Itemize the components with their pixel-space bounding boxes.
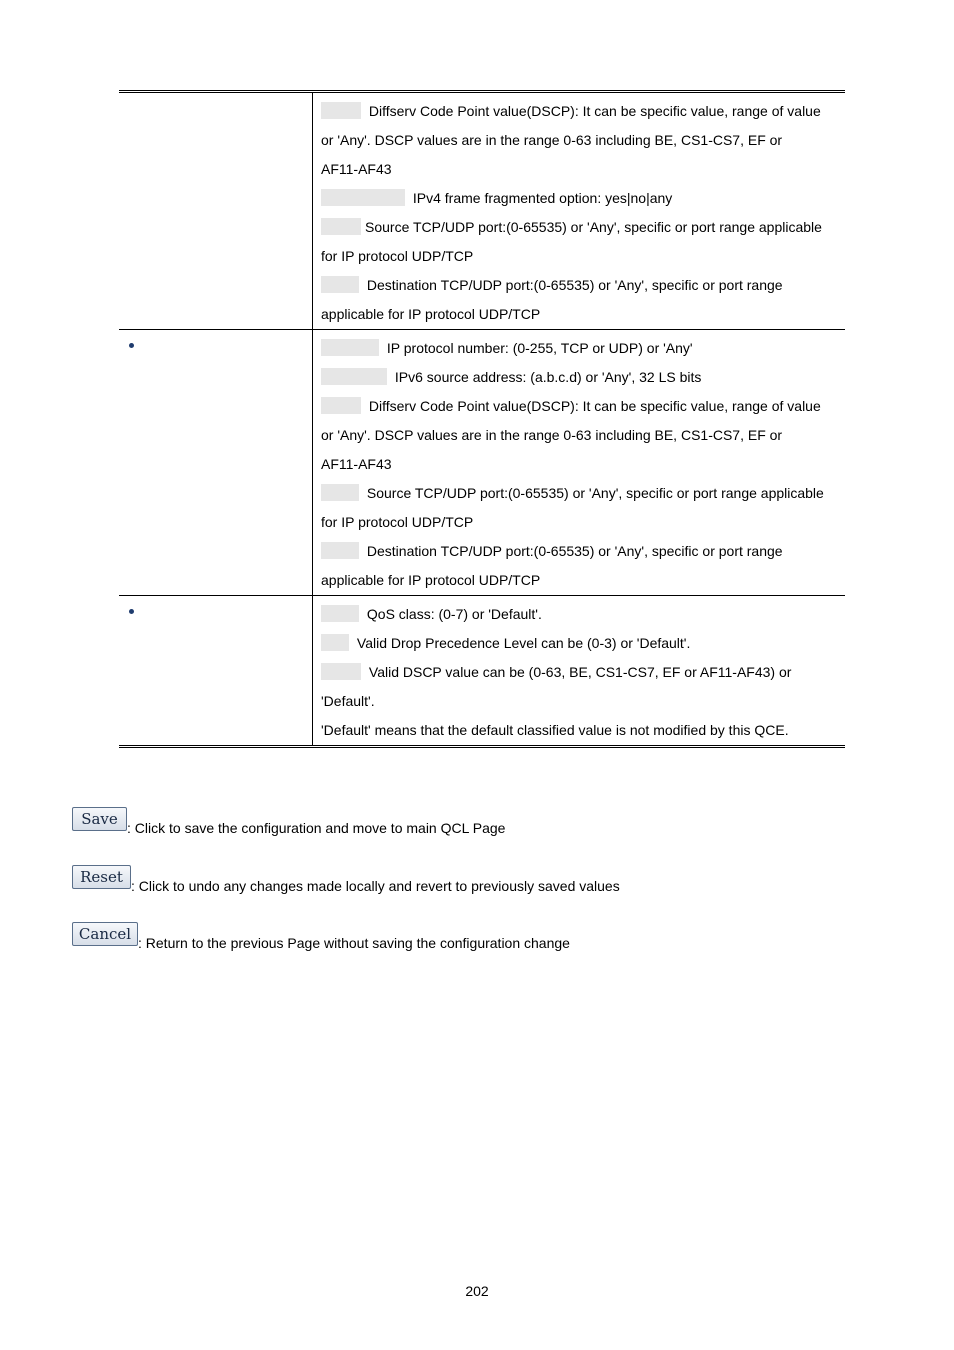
parameter-table bbox=[119, 90, 845, 748]
line-text: Destination TCP/UDP port:(0-65535) or 'Any', specific or port range bbox=[363, 543, 783, 559]
cancel-row bbox=[72, 922, 570, 952]
description-line bbox=[321, 213, 837, 242]
reset-row bbox=[72, 865, 620, 895]
description-line bbox=[321, 334, 837, 363]
line-text: applicable for IP protocol UDP/TCP bbox=[321, 306, 541, 322]
description-line bbox=[321, 479, 837, 508]
description-cell bbox=[313, 92, 846, 330]
description-line bbox=[321, 300, 837, 329]
line-text: 'Default'. bbox=[321, 693, 375, 709]
bullet-icon bbox=[129, 609, 134, 614]
field-name-placeholder bbox=[321, 218, 361, 235]
field-name-placeholder bbox=[321, 605, 359, 622]
field-name-placeholder bbox=[321, 663, 361, 680]
line-text: Diffserv Code Point value(DSCP): It can be specific value, range of value bbox=[365, 103, 821, 119]
cancel-description: : Return to the previous Page without saving the configuration change bbox=[138, 935, 570, 951]
field-name-placeholder bbox=[321, 189, 405, 206]
line-text: Diffserv Code Point value(DSCP): It can be specific value, range of value bbox=[365, 398, 821, 414]
field-name-placeholder bbox=[321, 634, 349, 651]
field-name-placeholder bbox=[321, 339, 379, 356]
description-cell bbox=[313, 330, 846, 596]
description-line bbox=[321, 126, 837, 155]
parameter-cell bbox=[119, 92, 313, 330]
description-line bbox=[321, 566, 837, 595]
reset-description: : Click to undo any changes made locally and revert to previously saved values bbox=[131, 878, 620, 894]
line-text: QoS class: (0-7) or 'Default'. bbox=[363, 606, 542, 622]
field-name-placeholder bbox=[321, 368, 387, 385]
description-line bbox=[321, 271, 837, 300]
description-line bbox=[321, 363, 837, 392]
description-line bbox=[321, 392, 837, 421]
description-line bbox=[321, 97, 837, 126]
line-text: for IP protocol UDP/TCP bbox=[321, 248, 474, 264]
table-row bbox=[119, 330, 845, 596]
description-line bbox=[321, 629, 837, 658]
field-name-placeholder bbox=[321, 102, 361, 119]
line-text: or 'Any'. DSCP values are in the range 0-63 including BE, CS1-CS7, EF or bbox=[321, 427, 783, 443]
description-line bbox=[321, 687, 837, 716]
parameter-cell bbox=[119, 596, 313, 747]
description-line bbox=[321, 450, 837, 479]
description-line bbox=[321, 508, 837, 537]
save-row bbox=[72, 807, 505, 837]
line-text: IPv4 frame fragmented option: yes|no|any bbox=[409, 190, 673, 206]
parameter-cell bbox=[119, 330, 313, 596]
description-line bbox=[321, 421, 837, 450]
description-line bbox=[321, 658, 837, 687]
description-cell bbox=[313, 596, 846, 747]
line-text: Valid DSCP value can be (0-63, BE, CS1-CS7, EF or AF11-AF43) or bbox=[365, 664, 792, 680]
description-line bbox=[321, 716, 837, 745]
page-number: 202 bbox=[465, 1283, 489, 1299]
line-text: Source TCP/UDP port:(0-65535) or 'Any', specific or port range applicable bbox=[365, 219, 822, 235]
reset-button[interactable]: Reset bbox=[72, 865, 131, 889]
line-text: AF11-AF43 bbox=[321, 456, 392, 472]
save-description: : Click to save the configuration and move to main QCL Page bbox=[127, 820, 506, 836]
description-line bbox=[321, 537, 837, 566]
line-text: Source TCP/UDP port:(0-65535) or 'Any', specific or port range applicable bbox=[363, 485, 824, 501]
description-line bbox=[321, 155, 837, 184]
description-line bbox=[321, 184, 837, 213]
line-text: Valid Drop Precedence Level can be (0-3) or 'Default'. bbox=[353, 635, 691, 651]
description-line bbox=[321, 600, 837, 629]
line-text: IP protocol number: (0-255, TCP or UDP) or 'Any' bbox=[383, 340, 693, 356]
line-text: Destination TCP/UDP port:(0-65535) or 'Any', specific or port range bbox=[363, 277, 783, 293]
line-text: or 'Any'. DSCP values are in the range 0-63 including BE, CS1-CS7, EF or bbox=[321, 132, 783, 148]
line-text: applicable for IP protocol UDP/TCP bbox=[321, 572, 541, 588]
line-text: AF11-AF43 bbox=[321, 161, 392, 177]
field-name-placeholder bbox=[321, 484, 359, 501]
table-row bbox=[119, 596, 845, 747]
field-name-placeholder bbox=[321, 276, 359, 293]
description-line bbox=[321, 242, 837, 271]
table-row bbox=[119, 92, 845, 330]
bullet-icon bbox=[129, 343, 134, 348]
save-button[interactable]: Save bbox=[72, 807, 127, 831]
line-text: for IP protocol UDP/TCP bbox=[321, 514, 474, 530]
field-name-placeholder bbox=[321, 397, 361, 414]
cancel-button[interactable]: Cancel bbox=[72, 922, 138, 946]
field-name-placeholder bbox=[321, 542, 359, 559]
line-text: IPv6 source address: (a.b.c.d) or 'Any', 32 LS bits bbox=[391, 369, 702, 385]
line-text: 'Default' means that the default classified value is not modified by this QCE. bbox=[321, 722, 789, 738]
